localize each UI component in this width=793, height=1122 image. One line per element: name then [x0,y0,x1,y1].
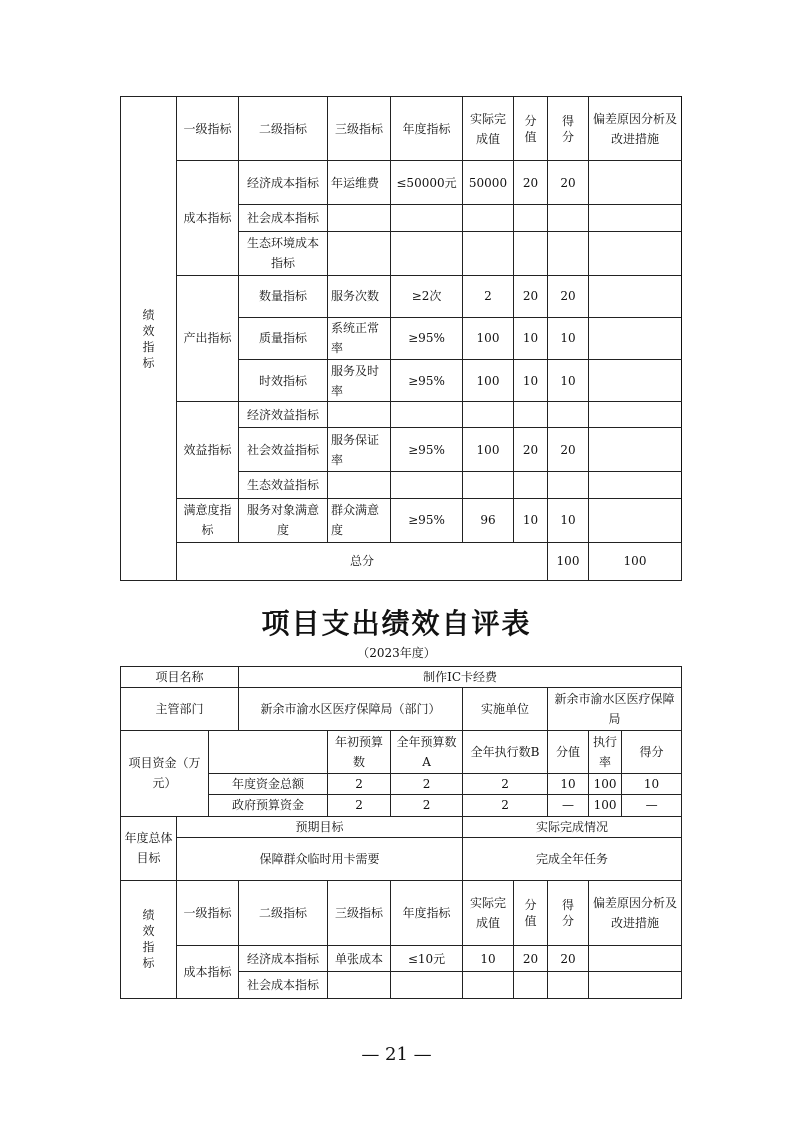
total-row [121,542,682,580]
fund-total-score-value: 10 [548,773,589,794]
annual-cell: ≤10元 [391,945,463,971]
impl-label: 实施单位 [463,688,548,731]
header-level2: 二级指标 [239,97,328,161]
value-cell: 20 [514,945,548,971]
header-level3: 三级指标 [328,97,391,161]
actual-cell: 100 [463,428,514,472]
score-cell: 10 [548,498,589,542]
page-subtitle: （2023年度） [357,646,436,660]
level2-cell: 社会效益指标 [239,428,328,472]
fund-header-score-value: 分值 [548,731,589,774]
level3-cell: 服务次数 [328,275,391,317]
project-name: 制作IC卡经费 [239,667,682,688]
value-cell: 20 [514,161,548,205]
deviation-cell [589,317,682,359]
deviation-cell [589,945,682,971]
level3-cell: 年运维费 [328,161,391,205]
dept-label: 主管部门 [121,688,239,731]
header-level1: 一级指标 [177,97,239,161]
goal-label: 年度总体目标 [121,816,177,880]
actual-cell: 10 [463,945,514,971]
level1-satisfaction: 满意度指标 [177,498,239,542]
score-cell: 20 [548,161,589,205]
fund-header-executed: 全年执行数B [463,731,548,774]
level3-cell: 服务保证率 [328,428,391,472]
level1-benefit: 效益指标 [177,402,239,498]
level3-cell: 群众满意度 [328,498,391,542]
header-deviation: 偏差原因分析及改进措施 [589,880,682,945]
score-cell: 20 [548,428,589,472]
score-cell: 10 [548,317,589,359]
fund-header-initial: 年初预算数 [328,731,391,774]
value-cell: 10 [514,498,548,542]
project-self-evaluation-table [120,666,682,999]
annual-cell: ≥95% [391,317,463,359]
value-cell: 20 [514,275,548,317]
fund-total-initial: 2 [328,773,391,794]
level2-cell: 数量指标 [239,275,328,317]
level2-cell: 生态效益指标 [239,472,328,498]
level3-cell: 系统正常率 [328,317,391,359]
expected-goal: 保障群众临时用卡需要 [177,838,463,881]
header-score-value: 分值 [514,97,548,161]
header-level2: 二级指标 [239,880,328,945]
header-actual: 实际完成值 [463,97,514,161]
deviation-cell [589,498,682,542]
actual-label: 实际完成情况 [463,816,682,837]
deviation-cell [589,428,682,472]
header-actual: 实际完成值 [463,880,514,945]
score-cell: 10 [548,360,589,402]
score-cell: 20 [548,945,589,971]
performance-indicator-table-continued [120,96,682,581]
value-cell: 10 [514,360,548,402]
fund-total-executed: 2 [463,773,548,794]
header-score-value: 分值 [514,880,548,945]
header-level3: 三级指标 [328,880,391,945]
section-label: 绩效指标 [142,307,155,370]
fund-total-rate: 100 [589,773,622,794]
table-row [121,402,682,428]
level1-cost: 成本指标 [177,161,239,275]
actual-cell: 50000 [463,161,514,205]
value-cell: 20 [514,428,548,472]
level2-cell: 经济成本指标 [239,945,328,971]
section-label-cell [121,97,177,581]
fund-gov-score: — [622,795,682,816]
deviation-cell [589,275,682,317]
annual-cell: ≥95% [391,498,463,542]
fund-header-score: 得分 [622,731,682,774]
page-title: 项目支出绩效自评表 [261,607,532,640]
actual-result: 完成全年任务 [463,838,682,881]
fund-header-full-year: 全年预算数A [391,731,463,774]
header-score-got: 得分 [548,97,589,161]
fund-gov-full-year: 2 [391,795,463,816]
level1-output: 产出指标 [177,275,239,402]
fund-gov-executed: 2 [463,795,548,816]
section-label-cell [121,880,177,998]
total-value: 100 [548,542,589,580]
actual-cell: 100 [463,360,514,402]
level3-cell: 服务及时率 [328,360,391,402]
fund-gov-label: 政府预算资金 [209,795,328,816]
fund-label: 项目资金（万元） [121,731,209,817]
deviation-cell [589,161,682,205]
level2-cell: 社会成本指标 [239,205,328,231]
fund-total-label: 年度资金总额 [209,773,328,794]
level2-cell: 经济成本指标 [239,161,328,205]
score-cell: 20 [548,275,589,317]
annual-cell: ≥95% [391,360,463,402]
total-label: 总分 [177,542,548,580]
actual-cell: 2 [463,275,514,317]
fund-total-score: 10 [622,773,682,794]
fund-gov-rate: 100 [589,795,622,816]
table-row [121,945,682,971]
table-row [121,275,682,317]
section-label: 绩效指标 [142,908,155,971]
expected-label: 预期目标 [177,816,463,837]
level2-cell: 生态环境成本指标 [239,231,328,275]
level2-cell: 社会成本指标 [239,972,328,999]
annual-cell: ≤50000元 [391,161,463,205]
level2-cell: 时效指标 [239,360,328,402]
value-cell: 10 [514,317,548,359]
total-score: 100 [589,542,682,580]
table-row [121,161,682,205]
actual-cell: 100 [463,317,514,359]
level2-cell: 服务对象满意度 [239,498,328,542]
level2-cell: 经济效益指标 [239,402,328,428]
fund-total-full-year: 2 [391,773,463,794]
project-name-label: 项目名称 [121,667,239,688]
header-deviation: 偏差原因分析及改进措施 [589,97,682,161]
header-score-got: 得分 [548,880,589,945]
level1-cost: 成本指标 [177,945,239,998]
annual-cell: ≥2次 [391,275,463,317]
header-level1: 一级指标 [177,880,239,945]
header-annual: 年度指标 [391,880,463,945]
fund-header-rate: 执行率 [589,731,622,774]
dept: 新余市渝水区医疗保障局（部门） [239,688,463,731]
fund-header-blank [209,731,328,774]
actual-cell: 96 [463,498,514,542]
level2-cell: 质量指标 [239,317,328,359]
impl: 新余市渝水区医疗保障局 [548,688,682,731]
page-number: — 21 — [361,1044,432,1065]
fund-gov-initial: 2 [328,795,391,816]
table-row [121,498,682,542]
level3-cell: 单张成本 [328,945,391,971]
deviation-cell [589,360,682,402]
annual-cell: ≥95% [391,428,463,472]
header-annual: 年度指标 [391,97,463,161]
fund-gov-score-value: — [548,795,589,816]
